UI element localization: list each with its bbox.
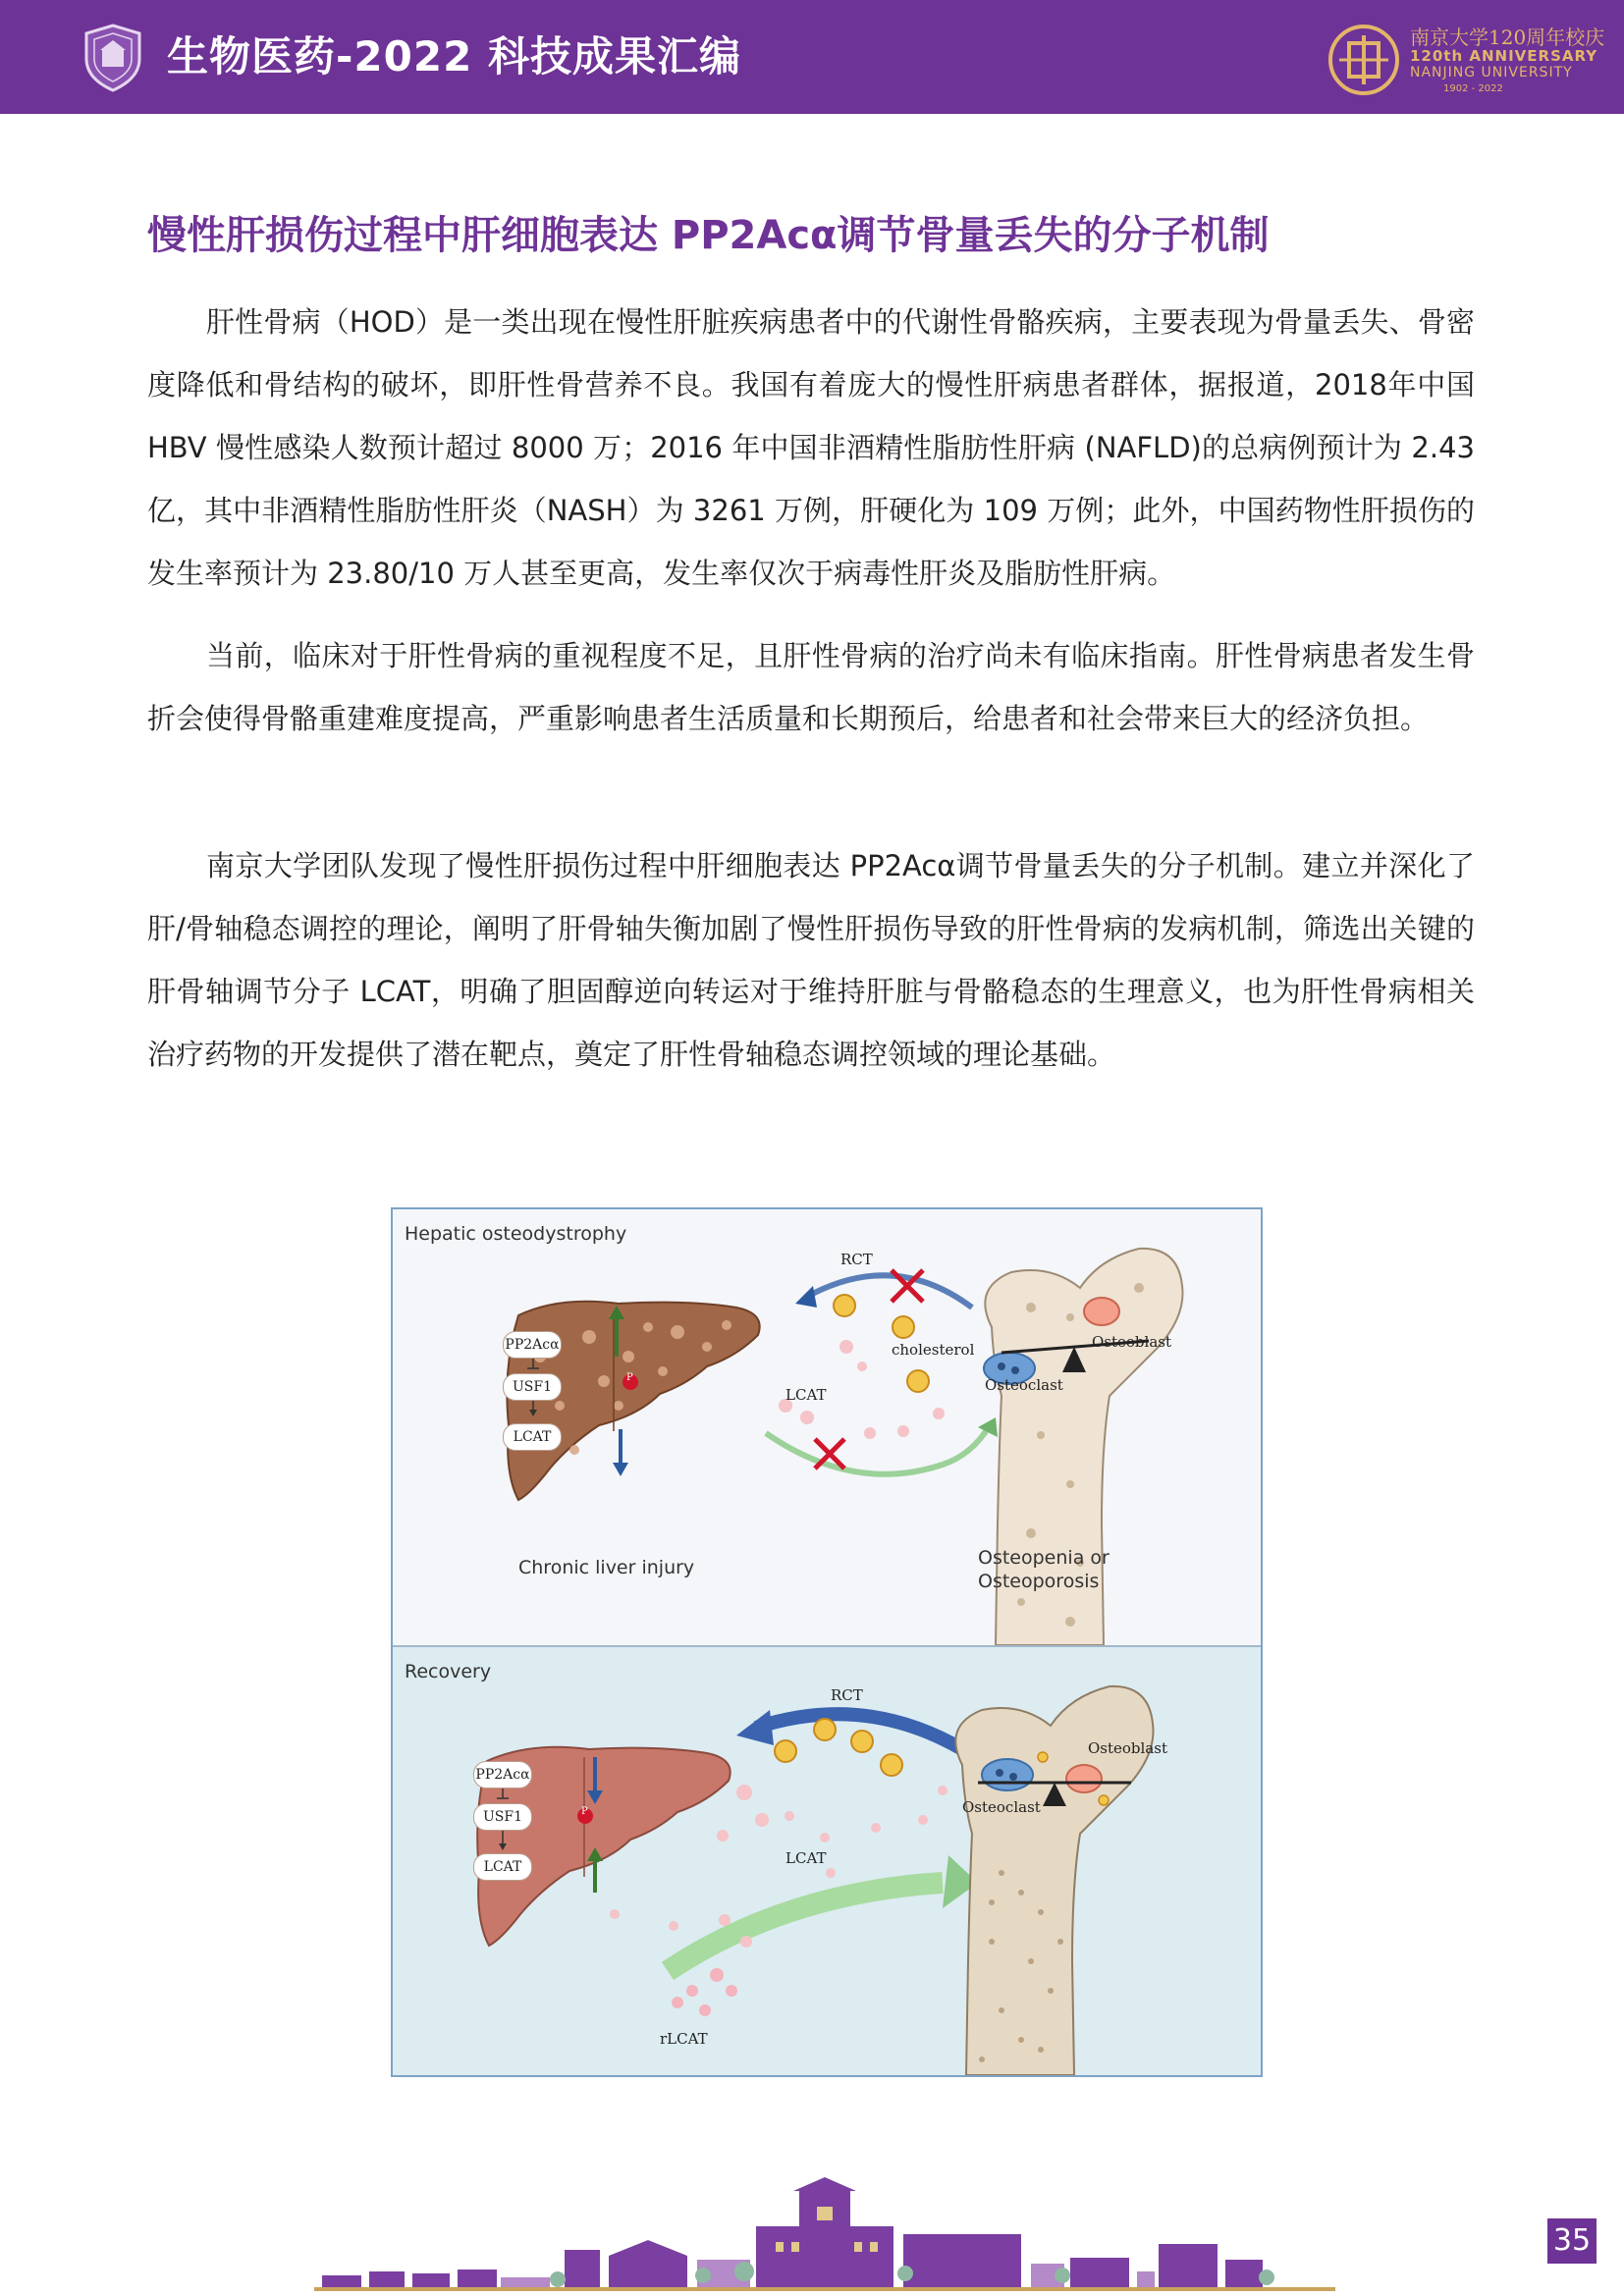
pp2a-box-recovery: PP2Acα [473,1761,532,1789]
phospho-mark: P [626,1372,633,1383]
osteoclast-label: Osteoclast [985,1376,1063,1394]
rct-label: RCT [840,1251,873,1268]
page-number: 35 [1547,2218,1597,2264]
osteopenia-caption-line1: Osteopenia or [978,1547,1110,1569]
chronic-liver-injury-caption: Chronic liver injury [518,1557,695,1578]
paragraph-3: 南京大学团队发现了慢性肝损伤过程中肝细胞表达 PP2Acα调节骨量丢失的分子机制。建立并深化了肝/骨轴稳态调控的理论，阐明了肝骨轴失衡加剧了慢性肝损伤导致的肝性骨病的发病机制，筛选出关键的肝骨轴调节分子 LCAT，明确了胆固醇逆向转运对于维持肝脏与骨骼稳态的生理意义，也为肝性骨病相关治疗药物的开发提供了潜在靶点，奠定了肝性骨轴稳态调控领域的理论基础。 [147,849,1475,1071]
osteoblast-label: Osteoblast [1092,1333,1171,1351]
phospho-mark-recovery: P [581,1806,588,1817]
anniversary-en-line2: NANJING UNIVERSITY [1410,65,1573,80]
page-header [0,0,1624,114]
article-title: 慢性肝损伤过程中肝细胞表达 PP2Acα调节骨量丢失的分子机制 [147,213,1270,258]
nanjing-university-crest-icon [82,24,143,92]
mechanism-figure [391,1207,1263,2077]
paragraph-2: 当前，临床对于肝性骨病的重视程度不足，且肝性骨病的治疗尚未有临床指南。肝性骨病患者发生骨折会使得骨骼重建难度提高，严重影响患者生活质量和长期预后，给患者和社会带来巨大的经济负担。 [147,639,1475,735]
anniversary-en-line1: 120th ANNIVERSARY [1410,47,1598,65]
panel-heading-hepatic-osteodystrophy: Hepatic osteodystrophy [405,1223,627,1245]
anniversary-emblem-icon [1326,22,1402,98]
campus-skyline-illustration [314,2177,1335,2296]
pp2a-box: PP2Acα [503,1331,562,1359]
usf1-box-recovery: USF1 [473,1803,532,1831]
anniversary-years: 1902 - 2022 [1443,83,1503,94]
publication-title: 生物医药-2022 科技成果汇编 [167,32,741,80]
rct-label-recovery: RCT [831,1686,863,1704]
anniversary-badge [1326,22,1605,98]
osteoblast-label-recovery: Osteoblast [1088,1739,1167,1757]
panel-heading-recovery: Recovery [405,1661,492,1682]
rlcat-label: rLCAT [660,2030,708,2048]
usf1-box: USF1 [503,1373,562,1401]
paragraph-1: 肝性骨病（HOD）是一类出现在慢性肝脏疾病患者中的代谢性骨骼疾病，主要表现为骨量丢失、骨密度降低和骨结构的破坏，即肝性骨营养不良。我国有着庞大的慢性肝病患者群体，据报道，2018年中国 HBV 慢性感染人数预计超过 8000 万；2016 年中国非酒精性脂肪性肝病 (NAFLD)的总病例预计为 2.43 亿，其中非酒精性脂肪性肝炎（NASH）为 3261 万例，肝硬化为 109 万例；此外，中国药物性肝损伤的发生率预计为 23.80/10 万人甚至更高，发生率仅次于病毒性肝炎及脂肪性肝病。 [147,305,1475,590]
figure-panel-recovery [393,1645,1261,2075]
lcat-box: LCAT [503,1423,562,1451]
lcat-label: LCAT [785,1386,827,1404]
lcat-label-recovery: LCAT [785,1849,827,1867]
anniversary-cn: 南京大学120周年校庆 [1410,26,1605,49]
lcat-box-recovery: LCAT [473,1853,532,1881]
cholesterol-label: cholesterol [892,1341,975,1359]
osteopenia-caption-line2: Osteoporosis [978,1571,1100,1592]
osteoclast-label-recovery: Osteoclast [962,1798,1041,1816]
figure-panel-hepatic-osteodystrophy [393,1209,1261,1645]
